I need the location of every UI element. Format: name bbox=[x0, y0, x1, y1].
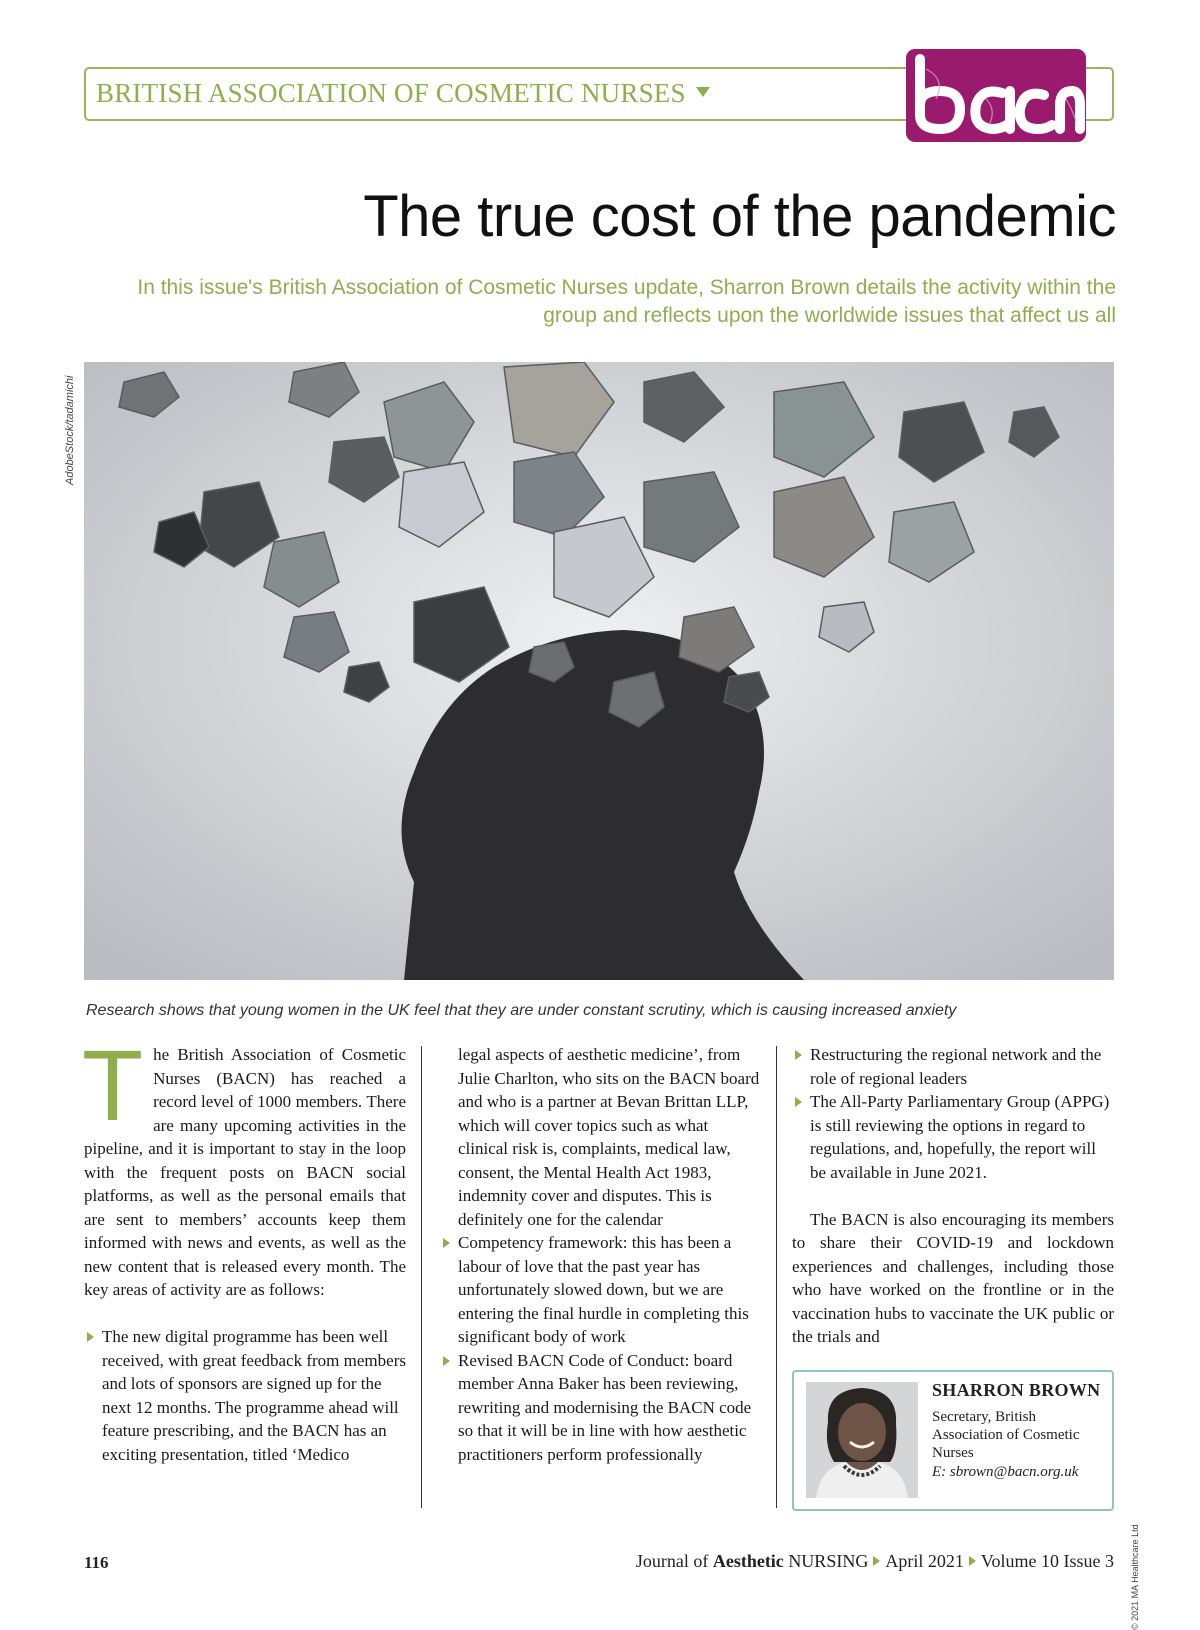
column-2 bbox=[440, 1043, 762, 1466]
author-box bbox=[792, 1370, 1114, 1511]
column-3 bbox=[792, 1043, 1114, 1349]
bullet-digital-programme: The new digital programme has been well received, with great feedback from members and lots of sponsors are signed up for the next 12 months. The programme ahead will feature prescribing, and the BACN has an exciting presentation, titled ‘Medico bbox=[84, 1325, 406, 1466]
bullet-appg: The All-Party Parliamentary Group (APPG) is still reviewing the options in regard to regulations, and, hopefully, the report will be available in June 2021. bbox=[792, 1090, 1114, 1184]
triangle-down-icon bbox=[696, 87, 710, 97]
bullet-triangle-icon bbox=[87, 1332, 94, 1342]
article-title: The true cost of the pandemic bbox=[363, 184, 1116, 249]
author-role: Secretary, British Association of Cosmetic Nurses bbox=[932, 1409, 1080, 1461]
covid-paragraph: The BACN is also encouraging its members to share their COVID-19 and lockdown experiences and challenges, including those who have worked on the frontline or in the vaccination hubs to vaccinate the UK public or the trials and bbox=[792, 1209, 1114, 1346]
author-portrait bbox=[806, 1382, 918, 1498]
copyright-notice: © 2021 MA Healthcare Ltd bbox=[1130, 1524, 1140, 1630]
bullet-triangle-icon bbox=[443, 1238, 450, 1248]
column-divider bbox=[776, 1046, 777, 1508]
bullet-triangle-icon bbox=[795, 1050, 802, 1060]
drop-cap: T bbox=[82, 1030, 144, 1142]
section-title: BRITISH ASSOCIATION OF COSMETIC NURSES bbox=[96, 78, 710, 109]
bullet-continued-text: legal aspects of aesthetic medicine’, from Julie Charlton, who sits on the BACN board and who is a partner at Bevan Brittan LLP, which will cover topics such as what clinical risk is, complaints, medical law, consent, the Mental Health Act 1983, indemnity cover and disputes. This is definitely one for the calendar bbox=[458, 1045, 760, 1229]
bullet-triangle-icon bbox=[443, 1356, 450, 1366]
footer-triangle-icon bbox=[873, 1556, 880, 1566]
author-name: SHARRON BROWN bbox=[932, 1380, 1101, 1400]
image-caption: Research shows that young women in the UK feel that they are under constant scrutiny, which is causing increased anxiety bbox=[86, 1002, 957, 1019]
bullet-code-of-conduct: Revised BACN Code of Conduct: board member Anna Baker has been reviewing, rewriting and modernising the BACN code so that it will be in line with how aesthetic practitioners perform professionally bbox=[440, 1349, 762, 1467]
head-silhouette-crumpled-paper-illustration bbox=[84, 362, 1114, 980]
bacn-logo-mark bbox=[906, 49, 1086, 142]
footer-triangle-icon bbox=[969, 1556, 976, 1566]
bacn-logo bbox=[906, 49, 1086, 142]
hero-image bbox=[84, 362, 1114, 980]
intro-paragraph: The British Association of Cosmetic Nurses (BACN) has reached a record level of 1000 members. There are many upcoming activities in the pipeline, and it is important to stay in the loop with the frequent posts on BACN social platforms, as well as the personal emails that are sent to members’ accounts keep them informed with news and events, as well as the new content that is released every month. The key areas of activity are as follows: bbox=[82, 1030, 406, 1299]
column-divider bbox=[421, 1046, 422, 1508]
photo-credit: AdobeStock/tadamichi bbox=[64, 375, 76, 485]
page-number: 116 bbox=[84, 1553, 109, 1572]
bullet-regional-network: Restructuring the regional network and the role of regional leaders bbox=[792, 1043, 1114, 1090]
author-email[interactable]: E: sbrown@bacn.org.uk bbox=[932, 1464, 1079, 1480]
bullet-competency-framework: Competency framework: this has been a labour of love that the past year has unfortunately slowed down, but we are entering the final hurdle in completing this significant body of work bbox=[440, 1231, 762, 1349]
column-1 bbox=[82, 1030, 406, 1466]
journal-footer: Journal of Aesthetic NURSING April 2021 Volume 10 Issue 3 bbox=[635, 1551, 1114, 1571]
bullet-triangle-icon bbox=[795, 1097, 802, 1107]
author-photo bbox=[806, 1382, 918, 1498]
article-standfirst: In this issue's British Association of Cosmetic Nurses update, Sharron Brown details the activity within the group and reflects upon the worldwide issues that affect us all bbox=[137, 276, 1116, 327]
